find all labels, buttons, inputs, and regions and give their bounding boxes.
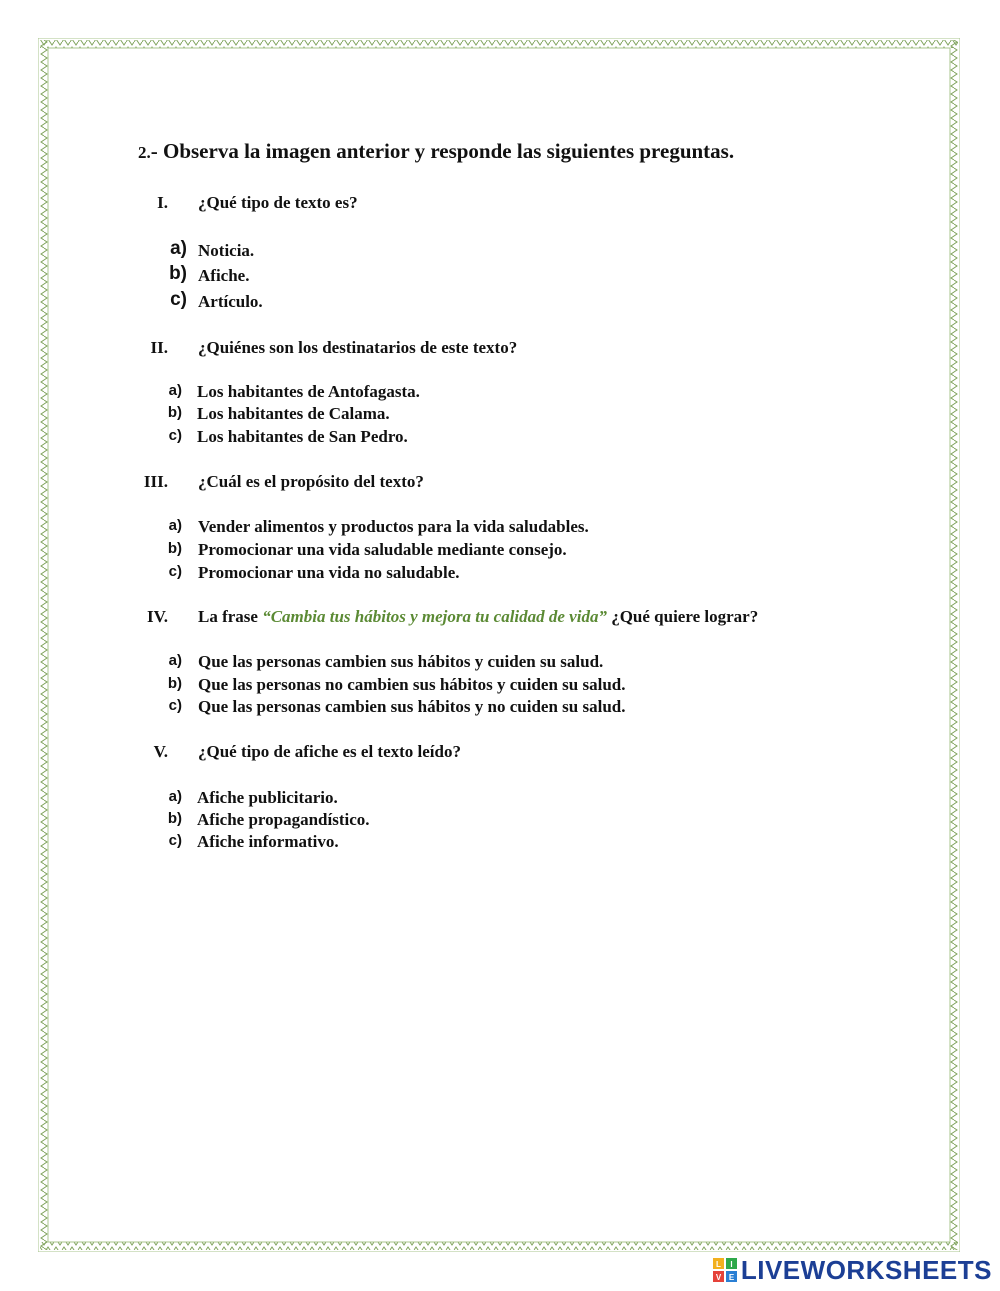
- option-text: Afiche informativo.: [197, 832, 339, 851]
- decorative-border: [38, 38, 960, 1252]
- option-letter: b): [167, 810, 182, 827]
- option-text: Promocionar una vida saludable mediante consejo.: [198, 540, 567, 559]
- option-letter: b): [167, 540, 182, 557]
- svg-text:E: E: [728, 1273, 735, 1282]
- border-pattern: [38, 38, 960, 1252]
- page-heading: [138, 139, 734, 164]
- option-text: Los habitantes de Calama.: [197, 404, 390, 423]
- option-letter: c): [168, 832, 182, 849]
- option-letter: c): [168, 427, 182, 444]
- option-text: Promocionar una vida no saludable.: [198, 563, 460, 582]
- logo-text: LIVEWORKSHEETS: [740, 1254, 992, 1285]
- question-text: ¿Cuál es el propósito del texto?: [198, 472, 424, 491]
- svg-text:V: V: [715, 1273, 722, 1282]
- option-letter: a): [168, 382, 182, 399]
- option-letter: a): [168, 517, 182, 534]
- question-text: ¿Qué tipo de texto es?: [198, 193, 358, 212]
- heading-number: 2.: [138, 143, 151, 162]
- option-letter: a): [170, 238, 187, 259]
- option-text: Los habitantes de Antofagasta.: [197, 382, 420, 401]
- option-letter: a): [168, 652, 182, 669]
- question-text: [198, 607, 758, 627]
- option-text: Afiche publicitario.: [197, 788, 338, 807]
- option-text: Noticia.: [198, 241, 255, 260]
- question-text-after: ¿Qué quiere lograr?: [606, 607, 759, 626]
- question-number: I.: [157, 193, 168, 212]
- liveworksheets-logo-icon: [713, 1258, 737, 1282]
- liveworksheets-logo: [713, 1254, 992, 1286]
- heading-text: - Observa la imagen anterior y responde las siguientes preguntas.: [150, 139, 735, 163]
- option-text: Que las personas no cambien sus hábitos y cuiden su salud.: [198, 675, 626, 694]
- option-text: Vender alimentos y productos para la vida saludables.: [198, 517, 589, 536]
- option-letter: a): [168, 788, 182, 805]
- question-text: ¿Qué tipo de afiche es el texto leído?: [198, 742, 461, 761]
- question-number: III.: [143, 472, 168, 491]
- option-letter: c): [170, 289, 187, 310]
- question-number: IV.: [147, 607, 168, 626]
- question-number: V.: [153, 742, 168, 761]
- question-text-before: La frase: [198, 607, 263, 626]
- quoted-phrase: “Cambia tus hábitos y mejora tu calidad de vida”: [262, 607, 607, 626]
- option-letter: b): [167, 404, 182, 421]
- option-text: Artículo.: [198, 292, 263, 311]
- option-letter: c): [168, 697, 182, 714]
- option-letter: b): [169, 263, 187, 284]
- svg-text:I: I: [730, 1260, 733, 1269]
- option-letter: b): [167, 675, 182, 692]
- option-text: Afiche propagandístico.: [197, 810, 370, 829]
- svg-text:L: L: [715, 1260, 721, 1269]
- option-text: Afiche.: [198, 266, 250, 285]
- question-number: II.: [150, 338, 168, 357]
- question-text: ¿Quiénes son los destinatarios de este texto?: [198, 338, 518, 357]
- option-text: Que las personas cambien sus hábitos y no cuiden su salud.: [198, 697, 626, 716]
- option-letter: c): [168, 563, 182, 580]
- option-text: Que las personas cambien sus hábitos y cuiden su salud.: [198, 652, 604, 671]
- option-text: Los habitantes de San Pedro.: [197, 427, 408, 446]
